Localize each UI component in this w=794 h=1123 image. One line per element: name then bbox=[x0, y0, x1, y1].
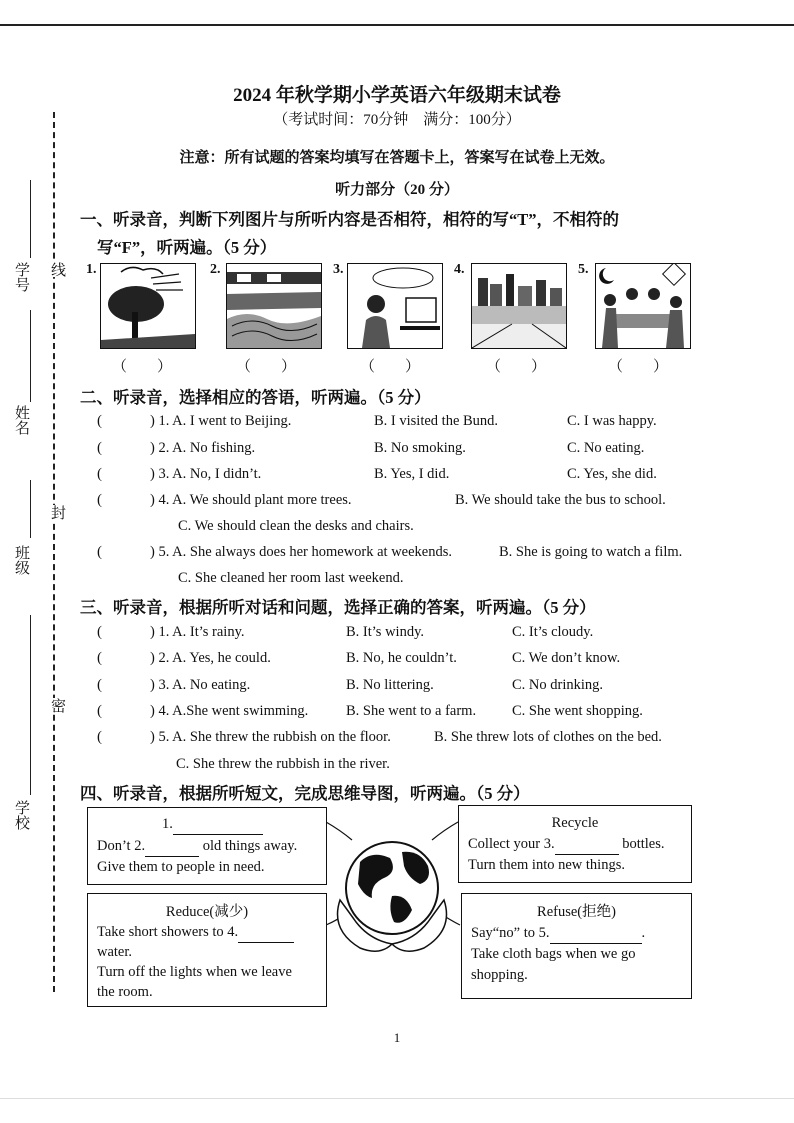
picture-3-answer-paren[interactable]: （ ） bbox=[360, 359, 421, 375]
line-char: 线 bbox=[49, 262, 67, 277]
mind-map-box-refuse bbox=[461, 893, 692, 999]
s2-q4-option-a: ) 4. A. We should plant more trees. bbox=[150, 492, 352, 508]
s2-q1-option-c: C. I was happy. bbox=[567, 413, 657, 429]
s3-q5-option-b: B. She threw lots of clothes on the bed. bbox=[434, 729, 662, 745]
s2-q4-paren[interactable]: ( bbox=[97, 492, 102, 508]
box1-line2: Give them to people in need. bbox=[97, 859, 265, 875]
s3-q4-paren[interactable]: ( bbox=[97, 703, 102, 719]
section1-heading-cont: 写“F”，听两遍。（5 分） bbox=[97, 238, 277, 257]
s2-q2-paren[interactable]: ( bbox=[97, 440, 102, 456]
s3-q2-paren[interactable]: ( bbox=[97, 650, 102, 666]
picture-5-answer-paren[interactable]: （ ） bbox=[608, 359, 669, 375]
s3-q5-paren[interactable]: ( bbox=[97, 729, 102, 745]
name-label: 姓名 bbox=[13, 405, 31, 435]
s2-q3-option-b: B. Yes, I did. bbox=[374, 466, 450, 482]
blank-3[interactable] bbox=[555, 834, 619, 855]
blank-4[interactable] bbox=[238, 922, 294, 943]
s2-q5-option-c: C. She cleaned her room last weekend. bbox=[178, 570, 404, 586]
box3-line2: water. bbox=[97, 944, 133, 960]
s2-q5-paren[interactable]: ( bbox=[97, 544, 102, 560]
student-no-label: 学号 bbox=[13, 262, 31, 292]
s3-q2-option-c: C. We don’t know. bbox=[512, 650, 621, 666]
section2-heading: 二、听录音，选择相应的答语，听两遍。（5 分） bbox=[80, 388, 431, 407]
s3-q2-option-b: B. No, he couldn’t. bbox=[346, 650, 457, 666]
s3-q1-option-b: B. It’s windy. bbox=[346, 624, 425, 640]
connector-line-2 bbox=[432, 822, 458, 840]
s2-q1-paren[interactable]: ( bbox=[97, 413, 102, 429]
blank-2[interactable] bbox=[145, 836, 199, 857]
class-label: 班级 bbox=[13, 545, 31, 575]
s3-q5-option-a: ) 5. A. She threw the rubbish on the floor. bbox=[150, 729, 391, 745]
s3-q4-option-c: C. She went shopping. bbox=[512, 703, 643, 719]
page-number: 1 bbox=[393, 1030, 401, 1045]
seal-char: 封 bbox=[49, 505, 67, 520]
s2-q5-option-b: B. She is going to watch a film. bbox=[499, 544, 683, 560]
exam-notice: 注意：所有试题的答案均填写在答题卡上，答案写在试卷上无效。 bbox=[179, 150, 615, 166]
school-label: 学校 bbox=[13, 800, 31, 830]
picture-number-4: 4. bbox=[454, 262, 465, 277]
box2-line1-end: bottles. bbox=[618, 836, 665, 852]
exam-subtitle: （考试时间：70分钟 满分：100分） bbox=[273, 112, 521, 128]
picture-4-answer-paren[interactable]: （ ） bbox=[486, 359, 547, 375]
box3-line3: Turn off the lights when we leave bbox=[97, 964, 292, 980]
box1-blank1-number: 1. bbox=[162, 816, 173, 832]
box4-line1-start: Say“no” to 5. bbox=[471, 925, 550, 941]
box3-line1: Take short showers to 4. bbox=[97, 924, 239, 940]
mind-map-box-reduce bbox=[87, 893, 327, 1007]
s3-q5-option-c: C. She threw the rubbish in the river. bbox=[176, 756, 390, 772]
box3-line4: the room. bbox=[97, 984, 153, 1000]
box1-line1-end: old things away. bbox=[199, 838, 298, 854]
s2-q3-paren[interactable]: ( bbox=[97, 466, 102, 482]
box4-line1-end: . bbox=[641, 925, 646, 941]
blank-1[interactable] bbox=[173, 814, 263, 835]
s3-q4-option-a: ) 4. A.She went swimming. bbox=[150, 703, 309, 719]
recycle-title: Recycle bbox=[551, 815, 599, 831]
s3-q3-option-a: ) 3. A. No eating. bbox=[150, 677, 251, 693]
picture-number-5: 5. bbox=[578, 262, 589, 277]
s2-q2-option-c: C. No eating. bbox=[567, 440, 645, 456]
picture-2-answer-paren[interactable]: （ ） bbox=[236, 359, 297, 375]
picture-1-answer-paren[interactable]: （ ） bbox=[112, 359, 173, 375]
s3-q2-option-a: ) 2. A. Yes, he could. bbox=[150, 650, 271, 666]
s2-q5-option-a: ) 5. A. She always does her homework at weekends. bbox=[150, 544, 453, 560]
s2-q1-option-a: ) 1. A. I went to Beijing. bbox=[150, 413, 292, 429]
box4-line3: shopping. bbox=[471, 967, 528, 983]
box2-line2: Turn them into new things. bbox=[468, 857, 625, 873]
listening-part-label: 听力部分（20 分） bbox=[335, 182, 459, 198]
s3-q3-option-c: C. No drinking. bbox=[512, 677, 604, 693]
section3-heading: 三、听录音，根据所听对话和问题，选择正确的答案，听两遍。（5 分） bbox=[80, 598, 596, 617]
box2-line1-start: Collect your 3. bbox=[468, 836, 555, 852]
blank-5[interactable] bbox=[550, 923, 642, 944]
section4-heading: 四、听录音，根据所听短文，完成思维导图，听两遍。（5 分） bbox=[80, 784, 530, 803]
box4-line2: Take cloth bags when we go bbox=[471, 946, 636, 962]
refuse-title: Refuse(拒绝) bbox=[537, 904, 616, 920]
s3-q3-paren[interactable]: ( bbox=[97, 677, 102, 693]
s3-q1-paren[interactable]: ( bbox=[97, 624, 102, 640]
exam-title: 2024 年秋学期小学英语六年级期末试卷 bbox=[233, 85, 561, 106]
connector-line-1 bbox=[326, 822, 352, 840]
s2-q3-option-a: ) 3. A. No, I didn’t. bbox=[150, 466, 262, 482]
s2-q2-option-b: B. No smoking. bbox=[374, 440, 466, 456]
s2-q3-option-c: C. Yes, she did. bbox=[567, 466, 657, 482]
secret-char: 密 bbox=[49, 698, 67, 713]
s3-q4-option-b: B. She went to a farm. bbox=[346, 703, 477, 719]
globe-outline bbox=[346, 842, 438, 934]
s3-q1-option-c: C. It’s cloudy. bbox=[512, 624, 594, 640]
mind-map-box-1 bbox=[87, 807, 327, 885]
s3-q1-option-a: ) 1. A. It’s rainy. bbox=[150, 624, 245, 640]
s2-q4-option-b: B. We should take the bus to school. bbox=[455, 492, 666, 508]
mind-map-box-recycle bbox=[458, 805, 692, 883]
s3-q3-option-b: B. No littering. bbox=[346, 677, 434, 693]
picture-number-1: 1. bbox=[86, 262, 97, 277]
s2-q1-option-b: B. I visited the Bund. bbox=[374, 413, 499, 429]
box1-line1-start: Don’t 2. bbox=[97, 838, 146, 854]
picture-number-2: 2. bbox=[210, 262, 221, 277]
reduce-title: Reduce(减少) bbox=[165, 904, 249, 920]
s2-q4-option-c: C. We should clean the desks and chairs. bbox=[178, 518, 414, 534]
s2-q2-option-a: ) 2. A. No fishing. bbox=[150, 440, 256, 456]
section1-heading: 一、听录音，判断下列图片与所听内容是否相符，相符的写“T”，不相符的 bbox=[80, 210, 620, 229]
picture-number-3: 3. bbox=[333, 262, 344, 277]
